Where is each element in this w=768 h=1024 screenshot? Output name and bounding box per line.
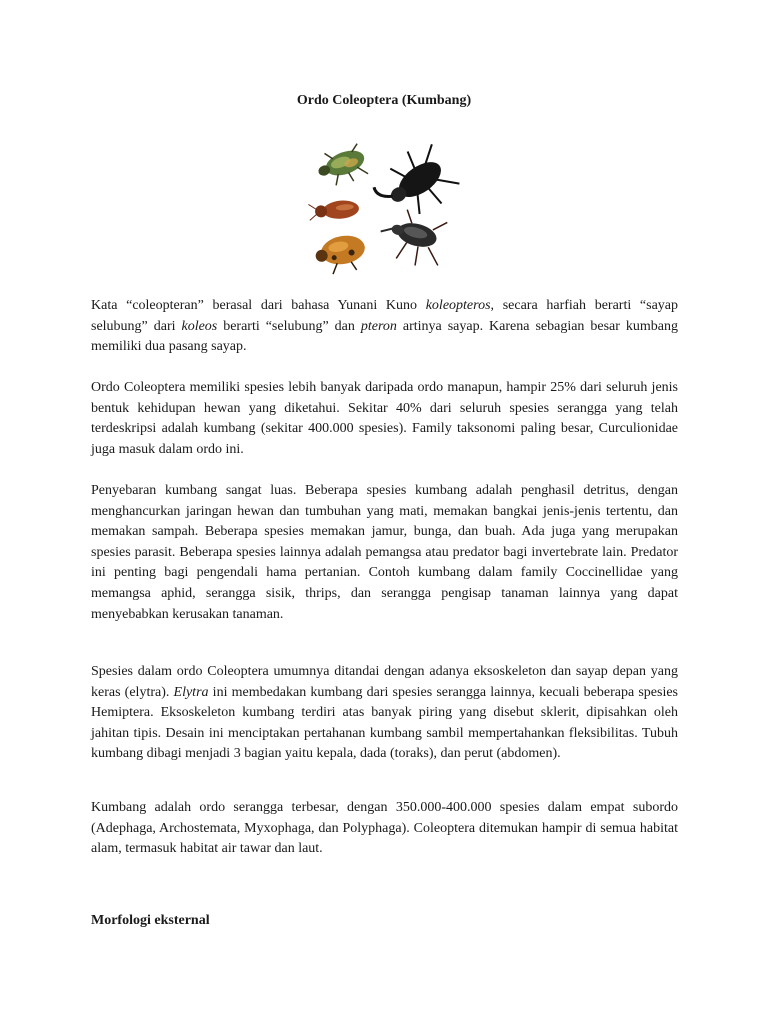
p1-term-pteron: pteron <box>360 318 397 334</box>
beetles-image <box>305 135 460 275</box>
paragraph-etymology <box>91 296 678 358</box>
p1-text-c: berarti “selubung” dan <box>217 318 361 334</box>
paragraph-species-count: Ordo Coleoptera memiliki spesies lebih banyak daripada ordo manapun, hampir 25% dari seluruh jenis bentuk kehidupan hewan yang diketahui. Sekitar 40% dari seluruh spesies serangga yang telah terdeskripsi adalah kumbang (sekitar 400.000 spesies). Family taksonomi paling besar, Curculionidae juga masuk dalam ordo ini. <box>91 380 678 457</box>
orange-beetle <box>313 232 368 275</box>
p4-text-b: ini membedakan kumbang dari spesies serangga lainnya, kecuali beberapa spesies Hemiptera. Eksoskeleton kumbang terdiri atas banyak piring yang disebut sklerit, dipisahkan oleh jahitan tipis. Desain ini menciptakan pertahanan kumbang sambil mempertahankan fleksibilitas. Tubuh kumbang dibagi menjadi 3 bagian yaitu kepala, dada (toraks), dan perut (abdomen). <box>91 684 678 762</box>
p1-text-a: Kata “coleopteran” berasal dari bahasa Yunani Kuno <box>91 298 426 313</box>
p1-term-koleopteros: koleopteros <box>425 298 491 313</box>
paragraph-exoskeleton <box>91 662 678 765</box>
green-beetle <box>313 141 370 191</box>
p4-term-elytra: Elytra <box>173 684 209 700</box>
p4-text-a: Spesies dalam ordo Coleoptera umumnya ditandai dengan adanya eksoskeleton dan sayap depan yang keras (elytra). <box>91 664 678 700</box>
black-beetle <box>368 138 460 231</box>
page-title: Ordo Coleoptera (Kumbang) <box>296 93 472 108</box>
p1-term-koleos: koleos <box>181 318 218 334</box>
p1-text-b: , secara harfiah berarti “sayap selubung” dari <box>91 298 679 334</box>
paragraph-suborders: Kumbang adalah ordo serangga terbesar, dengan 350.000-400.000 spesies dalam empat subordo (Adephaga, Archostemata, Myxophaga, dan Polyphaga). Coleoptera ditemukan hampir di semua habitat alam, termasuk habitat air tawar dan laut. <box>91 800 678 857</box>
brown-beetle <box>308 199 359 221</box>
p1-text-d: artinya sayap. Karena sebagian besar kumbang memiliki dua pasang sayap. <box>91 318 679 355</box>
paragraph-distribution: Penyebaran kumbang sangat luas. Beberapa spesies kumbang adalah penghasil detritus, dengan menghancurkan jaringan hewan dan tumbuhan yang mati, memakan bangkai jenis-jenis tertentu, dan memakan sampah. Beberapa spesies memakan jamur, bunga, dan buah. Ada juga yang merupakan spesies parasit. Beberapa spesies lainnya adalah pemangsa atau predator bagi invertebrate lain. Predator ini penting bagi pengendali hama pertanian. Contoh kumbang dalam family Coccinellidae yang memangsa aphid, serangga sisik, thrips, dan serangga pengisap tanaman lainnya yang dapat menyebabkan kerusakan tanaman. <box>91 483 678 622</box>
section-heading: Morfologi eksternal <box>91 913 210 928</box>
beetles-figure <box>305 135 460 275</box>
weevil-beetle <box>374 204 449 271</box>
